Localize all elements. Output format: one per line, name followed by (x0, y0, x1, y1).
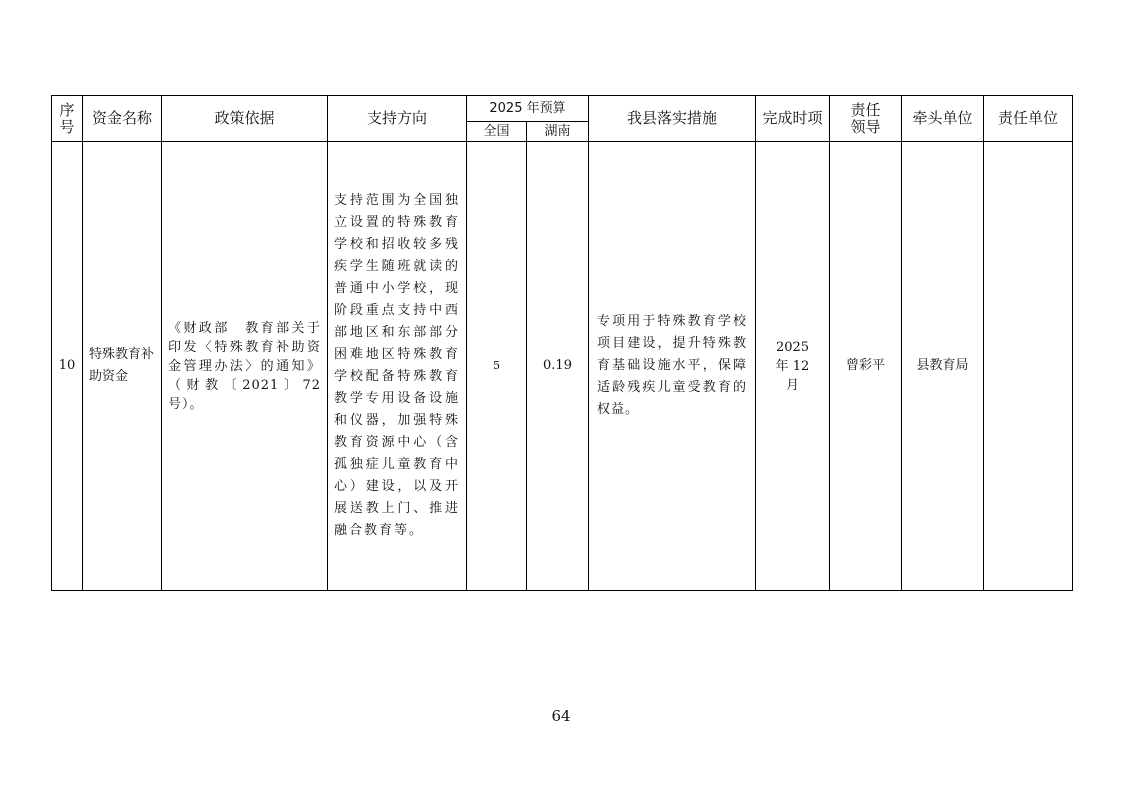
header-responsible-leader: 责任领导 (830, 96, 902, 142)
header-direction: 支持方向 (328, 96, 467, 142)
completion-time-text: 2025 年 12 月 (775, 339, 810, 393)
policy-text: 《财政部 教育部关于印发〈特殊教育补助资金管理办法〉的通知》（财教〔2021〕72号）。 (168, 320, 321, 412)
page-number: 64 (551, 707, 571, 725)
cell-measures (589, 142, 756, 591)
header-responsible-unit: 责任单位 (984, 96, 1073, 142)
header-seq: 序号 (52, 96, 83, 142)
header-fund-name: 资金名称 (83, 96, 162, 142)
header-budget-2025: 2025 年预算 (467, 96, 589, 122)
header-completion-time: 完成时项 (756, 96, 830, 142)
cell-policy (162, 142, 328, 591)
cell-budget-national: 5 (467, 142, 527, 591)
measures-text: 专项用于特殊教育学校项目建设，提升特殊教育基础设施水平，保障适龄残疾儿童受教育的权益。 (597, 314, 747, 417)
header-lead-unit: 牵头单位 (902, 96, 984, 142)
cell-lead-unit: 县教育局 (902, 142, 984, 591)
header-policy: 政策依据 (162, 96, 328, 142)
direction-text: 支持范围为全国独立设置的特殊教育学校和招收较多残疾学生随班就读的普通中小学校，现阶段重点支持中西部地区和东部部分困难地区特殊教育学校配备特殊教育教学专用设备设施和仪器，加强特殊教育资源中心（含孤独症儿童教育中心）建设，以及开展送教上门、推进融合教育等。 (334, 193, 460, 538)
header-measures: 我县落实措施 (589, 96, 756, 142)
header-budget-national: 全国 (467, 122, 527, 142)
table-row (52, 142, 1073, 591)
cell-fund-name (83, 142, 162, 591)
cell-responsible-leader: 曾彩平 (830, 142, 902, 591)
cell-seq: 10 (52, 142, 83, 591)
header-budget-hunan: 湖南 (527, 122, 589, 142)
header-row (52, 96, 1073, 122)
fund-table (51, 95, 1073, 591)
cell-budget-hunan: 0.19 (527, 142, 589, 591)
cell-responsible-unit (984, 142, 1073, 591)
cell-completion-time (756, 142, 830, 591)
cell-direction (328, 142, 467, 591)
fund-name-text: 特殊教育补助资金 (89, 347, 155, 384)
